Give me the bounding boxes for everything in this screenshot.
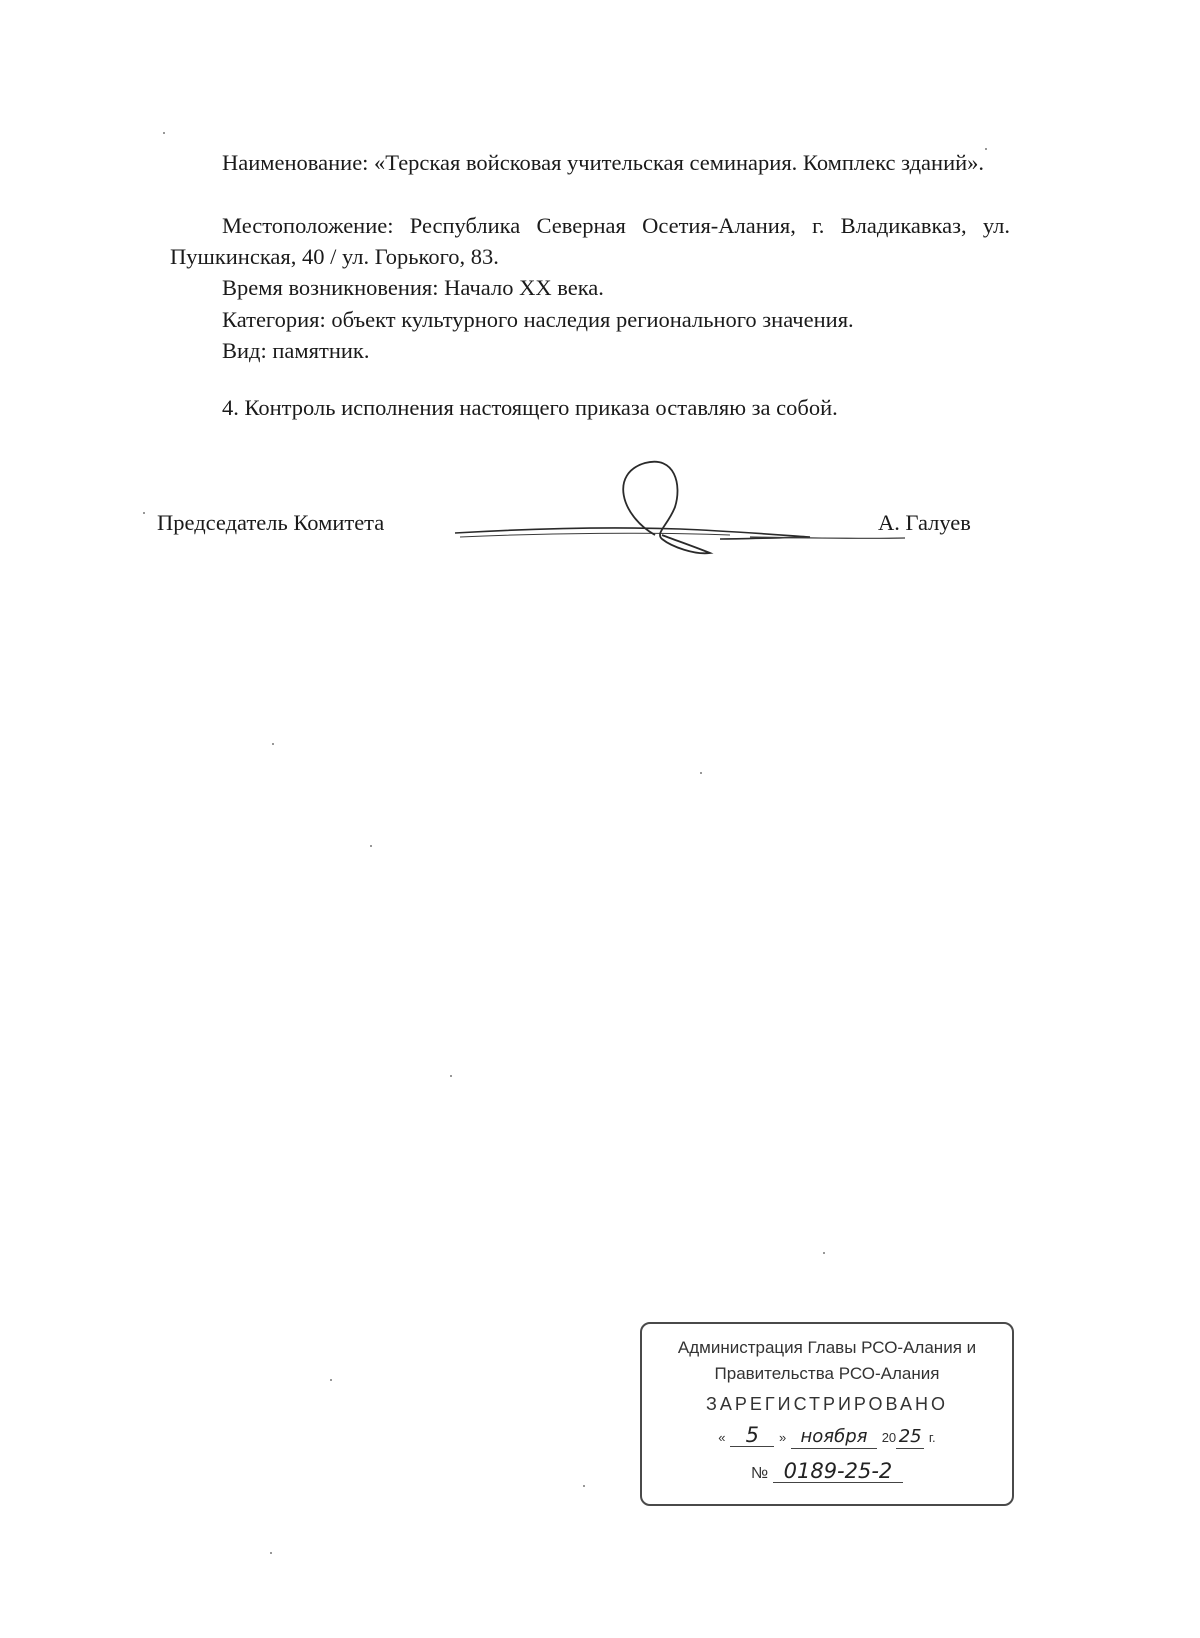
stamp-quote-close: » (779, 1430, 787, 1445)
scan-speck (272, 743, 274, 745)
scan-speck (370, 845, 372, 847)
scan-speck (270, 1552, 272, 1554)
scan-speck (330, 1379, 332, 1381)
stamp-month: ноября (791, 1426, 877, 1449)
stamp-registered: ЗАРЕГИСТРИРОВАНО (706, 1394, 948, 1414)
paragraph-category: Категория: объект культурного наследия регионального значения. (222, 307, 854, 332)
paragraph-location: Местоположение: Республика Северная Осетия-Алания, г. Владикавказ, ул. Пушкинская, 40 / ул. Горького, 83. (170, 213, 1010, 269)
stamp-quote-open: « (718, 1430, 726, 1445)
scan-speck (700, 772, 702, 774)
stamp-day: 5 (730, 1424, 774, 1447)
scan-speck (163, 132, 165, 134)
stamp-year-suffix: 25 (896, 1426, 924, 1449)
paragraph-time: Время возникновения: Начало XX века. (222, 275, 604, 300)
scan-speck (143, 512, 145, 514)
scan-speck (583, 1485, 585, 1487)
stamp-year-prefix: 20 (881, 1430, 897, 1445)
stamp-number-row (642, 1460, 1012, 1483)
stamp-number-label: № (751, 1465, 769, 1482)
stamp-line-1: Администрация Главы РСО-Алания и (677, 1338, 977, 1357)
scan-speck (450, 1075, 452, 1077)
stamp-year-unit: г. (928, 1430, 936, 1445)
stamp-line-2: Правительства РСО-Алания (714, 1364, 940, 1383)
signatory-position: Председатель Комитета (157, 510, 385, 535)
signatory-name: А. Галуев (878, 510, 971, 535)
paragraph-type: Вид: памятник. (222, 338, 370, 363)
stamp-date-row (642, 1424, 1012, 1449)
handwritten-signature (450, 455, 910, 565)
paragraph-naming: Наименование: «Терская войсковая учительская семинария. Комплекс зданий». (222, 150, 985, 175)
scan-speck (985, 148, 987, 150)
scan-speck (823, 1252, 825, 1254)
paragraph-control: 4. Контроль исполнения настоящего приказа оставляю за собой. (222, 395, 838, 420)
registration-stamp (640, 1322, 1014, 1506)
stamp-number: 0189-25-2 (773, 1460, 903, 1483)
